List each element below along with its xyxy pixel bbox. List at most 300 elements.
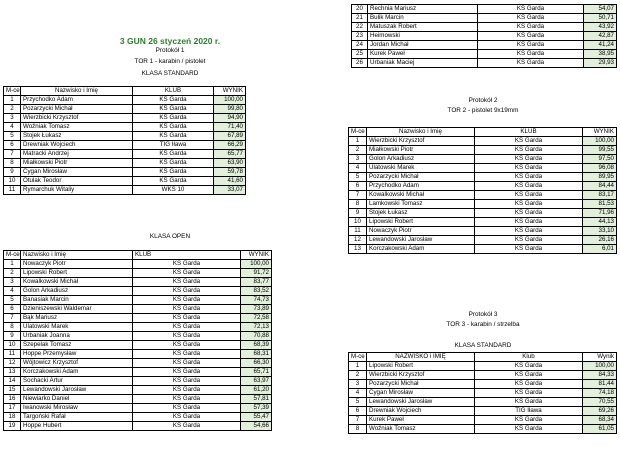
table-row: [4, 168, 246, 177]
col-club: KLUB: [475, 128, 583, 137]
cell-rank: 3: [349, 155, 367, 164]
cell-club: KS Garda: [133, 177, 214, 186]
cell-score: 65,71: [241, 368, 272, 377]
cell-rank: 25: [352, 50, 368, 59]
cell-score: 33,07: [214, 186, 246, 195]
cell-club: KS Garda: [478, 32, 584, 41]
cell-name: Hoppe Przemysław: [21, 350, 133, 359]
table-row: [349, 407, 617, 416]
cell-score: 61,05: [583, 425, 617, 434]
cell-name: Lewandowski Jarosław: [21, 386, 133, 395]
cell-rank: 5: [4, 132, 21, 141]
cell-club: KS Garda: [133, 404, 241, 413]
cell-rank: 13: [349, 245, 367, 254]
table-row: [349, 245, 617, 254]
col-score: WYNIK: [583, 128, 617, 137]
cell-score: 26,16: [583, 236, 617, 245]
cell-rank: 12: [349, 236, 367, 245]
cell-name: Bąk Mariusz: [21, 314, 133, 323]
cell-club: KS Garda: [475, 137, 583, 146]
cell-score: 66,30: [241, 359, 272, 368]
cell-rank: 5: [349, 398, 367, 407]
cell-score: 89,95: [583, 173, 617, 182]
cell-club: KS Garda: [133, 296, 241, 305]
cell-name: Przychodko Adam: [367, 182, 475, 191]
col-name: NAZWISKO i IMIĘ: [367, 353, 475, 362]
cell-score: 63,97: [241, 377, 272, 386]
cell-name: Korczakowski Adam: [367, 245, 475, 254]
cell-rank: 1: [4, 260, 21, 269]
cell-score: 72,58: [241, 314, 272, 323]
cell-name: Kowalkowski Michał: [367, 191, 475, 200]
table-row: [4, 123, 246, 132]
cell-name: Cygan Mirosław: [21, 168, 133, 177]
cell-club: KS Garda: [133, 114, 214, 123]
t1-standard-table: [3, 86, 246, 195]
cell-club: KS Garda: [133, 386, 241, 395]
cell-score: 97,50: [583, 155, 617, 164]
table-row: [4, 278, 272, 287]
cell-rank: 5: [349, 173, 367, 182]
cell-score: 100,00: [583, 137, 617, 146]
cell-club: KS Garda: [133, 105, 214, 114]
cell-score: 71,96: [583, 209, 617, 218]
cell-name: Lipowski Robert: [367, 218, 475, 227]
cell-club: KS Garda: [475, 389, 583, 398]
col-name: Nazwisko i Imię: [21, 251, 133, 260]
table-row: [4, 260, 272, 269]
cell-score: 70,55: [583, 398, 617, 407]
cell-rank: 1: [4, 96, 21, 105]
cell-club: KS Garda: [478, 23, 584, 32]
cell-score: 83,77: [241, 278, 272, 287]
cell-club: KS Garda: [475, 155, 583, 164]
cell-club: KS Garda: [475, 416, 583, 425]
class-standard-3-label: KLASA STANDARD: [454, 342, 512, 349]
cell-club: KS Garda: [475, 146, 583, 155]
cell-rank: 12: [4, 359, 21, 368]
cell-score: 71,40: [214, 123, 246, 132]
class-open-label: KLASA OPEN: [149, 233, 191, 240]
cell-rank: 7: [4, 150, 21, 159]
cell-name: Wójtowicz Krzysztof: [21, 359, 133, 368]
cell-score: 42,87: [584, 32, 617, 41]
cell-rank: 2: [349, 371, 367, 380]
cell-club: KS Garda: [478, 5, 584, 14]
col-name: Nazwisko i Imię: [21, 87, 133, 96]
cell-name: Bulik Marcin: [368, 14, 478, 23]
cell-score: 44,13: [583, 218, 617, 227]
table-row: [4, 132, 246, 141]
cell-score: 41,60: [214, 177, 246, 186]
cell-name: Przychodko Adam: [21, 96, 133, 105]
cell-rank: 9: [4, 332, 21, 341]
cell-club: KS Garda: [133, 341, 241, 350]
cell-name: Miałkowski Piotr: [21, 159, 133, 168]
cell-name: Pozarzycki Michał: [21, 105, 133, 114]
cell-club: KS Garda: [133, 287, 241, 296]
table-row: [349, 146, 617, 155]
cell-score: 84,44: [583, 182, 617, 191]
cell-name: Banasiak Marcin: [21, 296, 133, 305]
cell-score: 70,88: [241, 332, 272, 341]
cell-club: KS Garda: [475, 200, 583, 209]
table-row: [4, 404, 272, 413]
cell-name: Woźniak Tomasz: [21, 123, 133, 132]
table-row: [349, 416, 617, 425]
col-name: Nazwisko i Imię: [367, 128, 475, 137]
col-club: KLUB: [133, 87, 214, 96]
cell-name: Niewiarko Daniel: [21, 395, 133, 404]
cell-rank: 11: [4, 350, 21, 359]
tour-2-label: TOR 2 - pistolet 9x19mm: [447, 107, 519, 114]
cell-score: 72,13: [241, 323, 272, 332]
table-row: [349, 398, 617, 407]
table-row: [349, 389, 617, 398]
cell-score: 54,07: [584, 5, 617, 14]
table-row: [4, 395, 272, 404]
cell-name: Lipowski Robert: [21, 269, 133, 278]
cell-name: Miałkowski Piotr: [367, 146, 475, 155]
cell-rank: 24: [352, 41, 368, 50]
table-row: [4, 332, 272, 341]
table-row: [4, 287, 272, 296]
cell-name: Jordan Michał: [368, 41, 478, 50]
cell-club: KS Garda: [133, 359, 241, 368]
cell-name: Drewniak Wojciech: [21, 141, 133, 150]
cell-score: 61,20: [241, 386, 272, 395]
cell-rank: 3: [4, 114, 21, 123]
cell-rank: 8: [4, 159, 21, 168]
cell-rank: 21: [352, 14, 368, 23]
cell-name: Urbaniak Maciej: [368, 59, 478, 68]
cell-score: 91,72: [241, 269, 272, 278]
cell-rank: 20: [352, 5, 368, 14]
cell-score: 69,26: [583, 407, 617, 416]
cell-rank: 10: [349, 218, 367, 227]
cell-name: Stojek Łukasz: [21, 132, 133, 141]
table-row: [4, 296, 272, 305]
t3-table: [348, 352, 617, 434]
cell-name: Nowaczyk Piotr: [367, 227, 475, 236]
col-rank: M-ce: [349, 128, 367, 137]
cell-club: KS Garda: [475, 182, 583, 191]
cell-rank: 9: [349, 209, 367, 218]
cell-score: 81,44: [583, 380, 617, 389]
cell-score: 57,39: [241, 404, 272, 413]
cell-rank: 9: [4, 168, 21, 177]
col-club: Klub: [475, 353, 583, 362]
cell-name: Hoppe Hubert: [21, 422, 133, 431]
cell-club: KS Garda: [133, 422, 241, 431]
cell-score: 65,77: [214, 150, 246, 159]
table-row: [4, 150, 246, 159]
cell-rank: 4: [349, 389, 367, 398]
cell-name: Targoński Rafał: [21, 413, 133, 422]
cell-rank: 4: [349, 164, 367, 173]
cell-rank: 19: [4, 422, 21, 431]
cell-name: Matracki Andrzej: [21, 150, 133, 159]
cell-rank: 2: [349, 146, 367, 155]
cell-rank: 23: [352, 32, 368, 41]
cell-club: KS Garda: [133, 96, 214, 105]
cell-club: KS Garda: [475, 425, 583, 434]
protocol-1-label: Protokół 1: [155, 47, 185, 54]
cell-rank: 6: [349, 182, 367, 191]
cell-name: Pozarzycki Michał: [367, 380, 475, 389]
cell-score: 96,08: [583, 164, 617, 173]
tour-3-label: TOR 3 - karabin / strzelba: [446, 321, 520, 328]
table-row: [352, 50, 617, 59]
cell-club: KS Garda: [133, 413, 241, 422]
table-row: [4, 422, 272, 431]
cell-score: 99,55: [583, 146, 617, 155]
t2-table: [348, 127, 617, 254]
cell-name: Pozarzycki Michał: [367, 173, 475, 182]
cell-rank: 8: [349, 200, 367, 209]
cell-name: Cygan Mirosław: [367, 389, 475, 398]
cell-club: KS Garda: [133, 150, 214, 159]
cell-name: Matuszak Robert: [368, 23, 478, 32]
table-row: [349, 191, 617, 200]
cell-rank: 18: [4, 413, 21, 422]
table-row: [4, 359, 272, 368]
cell-name: Woźniak Tomasz: [367, 425, 475, 434]
table-row: [349, 371, 617, 380]
col-rank: M-ce: [349, 353, 367, 362]
cell-score: 29,93: [584, 59, 617, 68]
cell-score: 54,66: [241, 422, 272, 431]
cell-rank: 6: [4, 141, 21, 150]
cell-name: Lamkowski Tomasz: [367, 200, 475, 209]
table-row: [352, 14, 617, 23]
cell-club: KS Garda: [133, 168, 214, 177]
table-row: [4, 341, 272, 350]
cell-club: KS Garda: [478, 41, 584, 50]
cell-score: 83,52: [241, 287, 272, 296]
page-title: 3 GUN 26 styczeń 2020 r.: [119, 36, 221, 46]
col-score: Wynik: [583, 353, 617, 362]
cell-score: 38,95: [584, 50, 617, 59]
table-row: [349, 362, 617, 371]
cell-rank: 11: [349, 227, 367, 236]
cell-score: 74,18: [583, 389, 617, 398]
cell-club: KS Garda: [133, 132, 214, 141]
cell-club: KS Garda: [475, 164, 583, 173]
col-score: WYNIK: [214, 87, 246, 96]
cell-club: KS Garda: [475, 236, 583, 245]
cell-name: Korczakowski Adam: [21, 368, 133, 377]
table-row: [4, 96, 246, 105]
cell-name: Lewandowski Jarosław: [367, 236, 475, 245]
cell-name: Kowalkowski Michał: [21, 278, 133, 287]
cell-rank: 2: [4, 105, 21, 114]
table-row: [349, 182, 617, 191]
table-row: [4, 105, 246, 114]
cell-name: Heimowski: [368, 32, 478, 41]
cell-club: KS Garda: [133, 368, 241, 377]
cell-club: KS Garda: [478, 50, 584, 59]
table-row: [4, 386, 272, 395]
cell-club: KS Garda: [475, 371, 583, 380]
cell-score: 55,47: [241, 413, 272, 422]
table-row: [349, 380, 617, 389]
cell-name: Rechnia Mariusz: [368, 5, 478, 14]
table-row: [4, 305, 272, 314]
cell-name: Golon Arkadiusz: [21, 287, 133, 296]
cell-name: Dzieniszewski Waldemar: [21, 305, 133, 314]
cell-club: KS Garda: [133, 314, 241, 323]
table-row: [349, 218, 617, 227]
table-row: [349, 209, 617, 218]
table-row: [4, 159, 246, 168]
cell-score: 6,01: [583, 245, 617, 254]
table-row: [352, 23, 617, 32]
col-rank: M-ce: [4, 251, 21, 260]
cell-name: Rymarchuk Witaliy: [21, 186, 133, 195]
cell-club: KS Garda: [478, 14, 584, 23]
cell-club: KS Garda: [133, 323, 241, 332]
cell-score: 43,92: [584, 23, 617, 32]
table-row: [349, 137, 617, 146]
cell-score: 50,71: [584, 14, 617, 23]
protocol-3-label: Protokół 3: [468, 311, 498, 318]
cell-club: KS Garda: [133, 260, 241, 269]
cell-rank: 13: [4, 368, 21, 377]
table-row: [352, 59, 617, 68]
cell-rank: 4: [4, 287, 21, 296]
cell-score: 74,73: [241, 296, 272, 305]
col-rank: M-ce: [4, 87, 21, 96]
table-row: [4, 177, 246, 186]
t1-open-table: [3, 250, 272, 431]
col-club: KLUB: [133, 251, 241, 260]
table-row: [4, 323, 272, 332]
cell-rank: 1: [349, 137, 367, 146]
table-row: [352, 41, 617, 50]
cell-score: 99,80: [214, 105, 246, 114]
cell-club: KS Garda: [133, 377, 241, 386]
col-score: WYNIK: [241, 251, 272, 260]
table-row: [349, 236, 617, 245]
cell-score: 84,33: [583, 371, 617, 380]
cell-name: Drewniak Wojciech: [367, 407, 475, 416]
cell-club: KS Garda: [475, 380, 583, 389]
table-row: [4, 114, 246, 123]
cell-rank: 8: [4, 323, 21, 332]
cell-club: TIG Iława: [133, 141, 214, 150]
cell-club: TIG Iława: [475, 407, 583, 416]
cell-name: Kurek Paweł: [367, 416, 475, 425]
cell-rank: 8: [349, 425, 367, 434]
table-row: [4, 368, 272, 377]
cell-club: KS Garda: [475, 191, 583, 200]
cell-score: 66,29: [214, 141, 246, 150]
cell-score: 33,10: [583, 227, 617, 236]
cell-club: KS Garda: [133, 332, 241, 341]
table-row: [4, 141, 246, 150]
table-row: [352, 5, 617, 14]
cell-club: WKS 10: [133, 186, 214, 195]
cell-rank: 5: [4, 296, 21, 305]
cell-rank: 3: [349, 380, 367, 389]
table-row: [4, 377, 272, 386]
cell-rank: 16: [4, 395, 21, 404]
cell-rank: 6: [349, 407, 367, 416]
cell-club: KS Garda: [478, 59, 584, 68]
cell-name: Stojek Łukasz: [367, 209, 475, 218]
cell-score: 57,81: [241, 395, 272, 404]
table-row: [349, 425, 617, 434]
cell-rank: 26: [352, 59, 368, 68]
cell-name: Nowaczyk Piotr: [21, 260, 133, 269]
cell-score: 100,00: [241, 260, 272, 269]
cell-club: KS Garda: [475, 173, 583, 182]
cell-club: KS Garda: [475, 398, 583, 407]
cell-rank: 17: [4, 404, 21, 413]
cell-name: Lewandowski Jarosław: [367, 398, 475, 407]
cell-rank: 2: [4, 269, 21, 278]
cell-club: KS Garda: [475, 362, 583, 371]
cell-name: Ulatowski Marek: [21, 323, 133, 332]
cell-rank: 6: [4, 305, 21, 314]
cell-rank: 7: [349, 416, 367, 425]
table-row: [349, 227, 617, 236]
cell-club: KS Garda: [475, 245, 583, 254]
table-row: [4, 350, 272, 359]
cell-rank: 10: [4, 177, 21, 186]
cell-rank: 3: [4, 278, 21, 287]
table-row: [4, 314, 272, 323]
cell-rank: 14: [4, 377, 21, 386]
cell-club: KS Garda: [475, 218, 583, 227]
cell-rank: 11: [4, 186, 21, 195]
cell-name: Iwanowski Mirosław: [21, 404, 133, 413]
cell-name: Lipowski Robert: [367, 362, 475, 371]
t1-open-cont-table: [351, 4, 617, 68]
cell-club: KS Garda: [475, 209, 583, 218]
table-row: [4, 413, 272, 422]
cell-score: 73,89: [241, 305, 272, 314]
cell-name: Ulatowski Marek: [367, 164, 475, 173]
cell-club: KS Garda: [133, 269, 241, 278]
protocol-2-label: Protokół 2: [468, 97, 498, 104]
cell-score: 67,89: [214, 132, 246, 141]
table-row: [4, 186, 246, 195]
cell-score: 68,31: [241, 350, 272, 359]
cell-name: Wierzbicki Krzysztof: [367, 137, 475, 146]
cell-name: Urbaniak Joanna: [21, 332, 133, 341]
cell-rank: 1: [349, 362, 367, 371]
cell-score: 94,90: [214, 114, 246, 123]
cell-club: KS Garda: [475, 227, 583, 236]
cell-club: KS Garda: [133, 123, 214, 132]
cell-score: 100,00: [214, 96, 246, 105]
table-row: [349, 173, 617, 182]
cell-score: 41,24: [584, 41, 617, 50]
cell-club: KS Garda: [133, 159, 214, 168]
cell-name: Wierzbicki Krzysztof: [367, 371, 475, 380]
cell-club: KS Garda: [133, 395, 241, 404]
cell-name: Sochacki Artur: [21, 377, 133, 386]
cell-name: Szepelak Tomasz: [21, 341, 133, 350]
class-standard-label: KLASA STANDARD: [141, 70, 199, 77]
cell-club: KS Garda: [133, 278, 241, 287]
table-row: [349, 200, 617, 209]
cell-name: Kurek Paweł: [368, 50, 478, 59]
cell-club: KS Garda: [133, 305, 241, 314]
table-row: [352, 32, 617, 41]
